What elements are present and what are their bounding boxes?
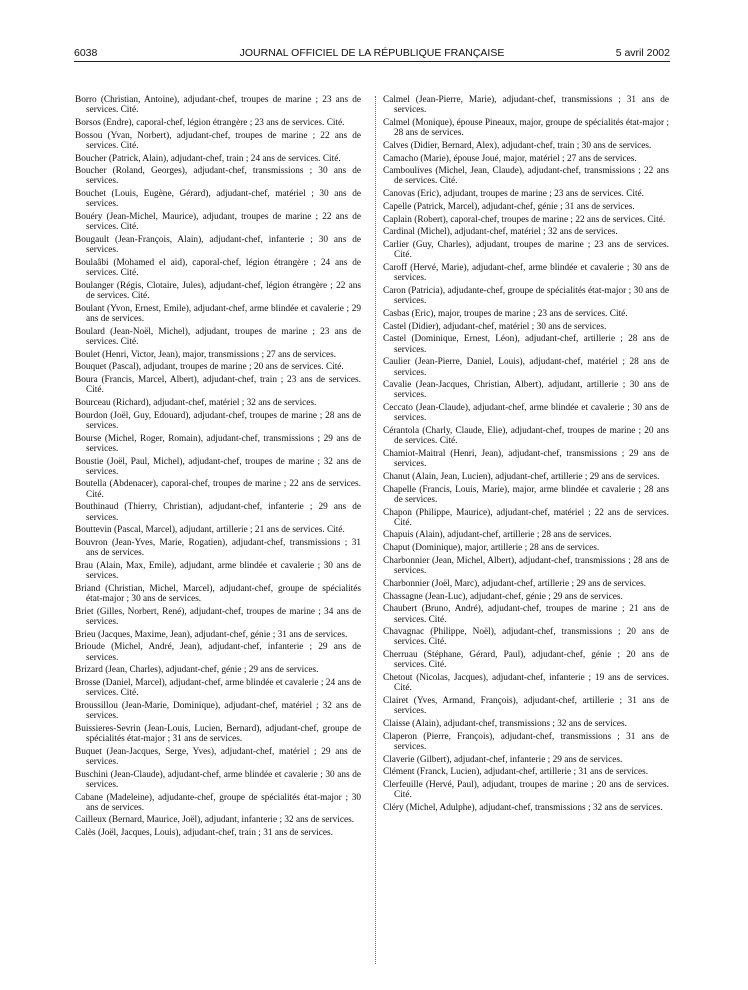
- list-item: Charbonnier (Joël, Marc), adjudant-chef, artillerie ; 29 ans de services.: [383, 578, 647, 589]
- list-item: Bourdon (Joël, Guy, Edouard), adjudant-chef, troupes de marine ; 28 ans de services.: [75, 410, 361, 431]
- right-column: [383, 95, 669, 816]
- list-item: Boucher (Roland, Georges), adjudant-chef, transmissions ; 30 ans de services.: [75, 166, 361, 187]
- list-item: Buschini (Jean-Claude), adjudant-chef, arme blindée et cavalerie ; 30 ans de services.: [75, 769, 361, 790]
- list-item: Bouquet (Pascal), adjudant, troupes de marine ; 20 ans de services. Cité.: [75, 362, 344, 373]
- list-item: Chavagnac (Philippe, Noël), adjudant-chef, transmissions ; 20 ans de services. Cité.: [383, 627, 669, 648]
- list-item: Chapelle (Francis, Louis, Marie), major, arme blindée et cavalerie ; 28 ans de services.: [383, 484, 669, 505]
- list-item: Calès (Joël, Jacques, Louis), adjudant-chef, train ; 31 ans de services.: [75, 828, 333, 839]
- list-item: Cérantola (Charly, Claude, Elie), adjudant-chef, troupes de marine ; 20 ans de services. Cité.: [383, 426, 669, 447]
- list-item: Chaubert (Bruno, André), adjudant-chef, troupes de marine ; 21 ans de services. Cité.: [383, 604, 669, 625]
- publication-date: 5 avril 2002: [615, 47, 670, 59]
- left-column: [75, 95, 361, 841]
- list-item: Caplain (Robert), caporal-chef, troupes de marine ; 22 ans de services. Cité.: [383, 214, 666, 225]
- list-item: Caroff (Hervé, Marie), adjudant-chef, arme blindée et cavalerie ; 30 ans de services.: [383, 263, 669, 284]
- list-item: Calmel (Monique), épouse Pineaux, major, groupe de spécialités état-major ; 28 ans de services.: [383, 117, 669, 139]
- list-item: Buissieres-Sevrin (Jean-Louis, Lucien, Bernard), adjudant-chef, groupe de spécialités état-major ; 31 ans de services.: [75, 723, 361, 744]
- list-item: Broussillou (Jean-Marie, Dominique), adjudant-chef, matériel ; 32 ans de services.: [75, 700, 361, 722]
- list-item: Canovas (Eric), adjudant, troupes de marine ; 23 ans de services. Cité.: [383, 189, 645, 200]
- list-item: Capelle (Patrick, Marcel), adjudant-chef, génie ; 31 ans de services.: [383, 201, 635, 212]
- list-item: Brizard (Jean, Charles), adjudant-chef, génie ; 29 ans de services.: [75, 665, 319, 676]
- list-item: Boulaâbi (Mohamed el aid), caporal-chef, légion étrangère ; 24 ans de services. Cité.: [75, 257, 361, 279]
- list-item: Claisse (Alain), adjudant-chef, transmissions ; 32 ans de services.: [383, 718, 627, 729]
- list-item: Briand (Christian, Michel, Marcel), adjudant-chef, groupe de spécialités état-major ; 30 ans de services.: [75, 583, 361, 604]
- list-item: Caulier (Jean-Pierre, Daniel, Louis), adjudant-chef, matériel ; 28 ans de services.: [383, 357, 669, 378]
- list-item: Chapuis (Alain), adjudant-chef, artillerie ; 28 ans de services.: [383, 530, 612, 541]
- list-item: Bouvron (Jean-Yves, Marie, Rogatien), adjudant-chef, transmissions ; 31 ans de services.: [75, 538, 361, 559]
- list-item: Caron (Patricia), adjudante-chef, groupe de spécialités état-major ; 30 ans de services.: [383, 286, 669, 307]
- list-item: Camboulives (Michel, Jean, Claude), adjudant-chef, transmissions ; 22 ans de services. Cité.: [383, 166, 669, 187]
- list-item: Ceccato (Jean-Claude), adjudant-chef, arme blindée et cavalerie ; 30 ans de services.: [383, 403, 669, 424]
- page-number: 6038: [74, 47, 98, 59]
- list-item: Bouchet (Louis, Eugène, Gérard), adjudant-chef, matériel ; 30 ans de services.: [75, 189, 361, 210]
- list-item: Brieu (Jacques, Maxime, Jean), adjudant-chef, génie ; 31 ans de services.: [75, 629, 348, 640]
- column-separator: [375, 96, 376, 964]
- list-item: Chassagne (Jean-Luc), adjudant-chef, génie ; 29 ans de services.: [383, 591, 623, 602]
- list-item: Clément (Franck, Lucien), adjudant-chef, artillerie ; 31 ans de services.: [383, 767, 649, 778]
- list-item: Boura (Francis, Marcel, Albert), adjudant-chef, train ; 23 ans de services. Cité.: [75, 375, 361, 396]
- list-item: Boulanger (Régis, Clotaire, Jules), adjudant-chef, légion étrangère ; 22 ans de services. Cité.: [75, 280, 361, 301]
- list-item: Briet (Gilles, Norbert, René), adjudant-chef, troupes de marine ; 34 ans de services.: [75, 606, 361, 627]
- list-item: Calmel (Jean-Pierre, Marie), adjudant-chef, transmissions ; 31 ans de services.: [383, 95, 669, 116]
- list-item: Boulet (Henri, Victor, Jean), major, transmissions ; 27 ans de services.: [75, 349, 337, 360]
- list-item: Calves (Didier, Bernard, Alex), adjudant-chef, train ; 30 ans de services.: [383, 140, 652, 151]
- list-item: Charbonnier (Jean, Michel, Albert), adjudant-chef, transmissions ; 28 ans de services.: [383, 555, 669, 577]
- list-item: Clairet (Yves, Armand, François), adjudant-chef, artillerie ; 31 ans de services.: [383, 695, 669, 717]
- list-item: Bossou (Yvan, Norbert), adjudant-chef, troupes de marine ; 22 ans de services. Cité.: [75, 130, 361, 151]
- list-item: Cardinal (Michel), adjudant-chef, matériel ; 32 ans de services.: [383, 227, 618, 238]
- list-item: Claperon (Pierre, François), adjudant-chef, transmissions ; 31 ans de services.: [383, 731, 669, 752]
- list-item: Castel (Dominique, Ernest, Léon), adjudant-chef, artillerie ; 28 ans de services.: [383, 334, 669, 355]
- list-item: Casbas (Eric), major, troupes de marine ; 23 ans de services. Cité.: [383, 308, 628, 319]
- list-item: Borsos (Endre), caporal-chef, légion étrangère ; 23 ans de services. Cité.: [75, 117, 345, 128]
- list-item: Chapon (Philippe, Maurice), adjudant-chef, matériel ; 22 ans de services. Cité.: [383, 507, 669, 528]
- list-item: Borro (Christian, Antoine), adjudant-chef, troupes de marine ; 23 ans de services. Cité.: [75, 95, 361, 116]
- list-item: Cavalie (Jean-Jacques, Christian, Albert), adjudant, artillerie ; 30 ans de services.: [383, 380, 669, 401]
- list-item: Boulard (Jean-Noël, Michel), adjudant, troupes de marine ; 23 ans de services. Cité.: [75, 326, 361, 347]
- list-item: Bouthinaud (Thierry, Christian), adjudant-chef, infanterie ; 29 ans de services.: [75, 502, 361, 523]
- list-item: Claverie (Gilbert), adjudant-chef, infanterie ; 29 ans de services.: [383, 754, 623, 765]
- list-item: Brau (Alain, Max, Emile), adjudant, arme blindée et cavalerie ; 30 ans de services.: [75, 560, 361, 582]
- list-item: Chetout (Nicolas, Jacques), adjudant-chef, infanterie ; 19 ans de services. Cité.: [383, 673, 669, 694]
- journal-title: JOURNAL OFFICIEL DE LA RÉPUBLIQUE FRANÇAISE: [239, 47, 505, 59]
- list-item: Carlier (Guy, Charles), adjudant, troupes de marine ; 23 ans de services. Cité.: [383, 240, 669, 261]
- list-item: Cherruau (Stéphane, Gérard, Paul), adjudant-chef, génie ; 20 ans de services. Cité.: [383, 650, 669, 671]
- list-item: Bouéry (Jean-Michel, Maurice), adjudant, troupes de marine ; 22 ans de services. Cité.: [75, 212, 361, 233]
- list-item: Camacho (Marie), épouse Joué, major, matériel ; 27 ans de services.: [383, 153, 637, 164]
- list-item: Castel (Didier), adjudant-chef, matériel ; 30 ans de services.: [383, 321, 607, 332]
- list-item: Bouttevin (Pascal, Marcel), adjudant, artillerie ; 21 ans de services. Cité.: [75, 525, 345, 536]
- list-item: Buquet (Jean-Jacques, Serge, Yves), adjudant-chef, matériel ; 29 ans de services.: [75, 746, 361, 767]
- list-item: Boustie (Joël, Paul, Michel), adjudant-chef, troupes de marine ; 32 ans de services.: [75, 456, 361, 477]
- list-item: Brosse (Daniel, Marcel), adjudant-chef, arme blindée et cavalerie ; 24 ans de services. Cité.: [75, 678, 361, 699]
- list-item: Bougault (Jean-François, Alain), adjudant-chef, infanterie ; 30 ans de services.: [75, 235, 361, 256]
- list-item: Bourceau (Richard), adjudant-chef, matériel ; 32 ans de services.: [75, 397, 317, 408]
- list-item: Boucher (Patrick, Alain), adjudant-chef, train ; 24 ans de services. Cité.: [75, 153, 341, 164]
- list-item: Boutella (Abdenacer), caporal-chef, troupes de marine ; 22 ans de services. Cité.: [75, 479, 361, 500]
- list-item: Chaput (Dominique), major, artillerie ; 28 ans de services.: [383, 543, 600, 554]
- list-item: Chamiot-Maitral (Henri, Jean), adjudant-chef, transmissions ; 29 ans de services.: [383, 448, 669, 470]
- list-item: Clerfeuille (Hervé, Paul), adjudant, troupes de marine ; 20 ans de services. Cité.: [383, 780, 669, 801]
- list-item: Brioude (Michel, André, Jean), adjudant-chef, infanterie ; 29 ans de services.: [75, 642, 361, 663]
- list-item: Cléry (Michel, Adulphe), adjudant-chef, transmissions ; 32 ans de services.: [383, 802, 663, 813]
- list-item: Chanut (Alain, Jean, Lucien), adjudant-chef, artillerie ; 29 ans de services.: [383, 471, 660, 482]
- list-item: Bourse (Michel, Roger, Romain), adjudant-chef, transmissions ; 29 ans de services.: [75, 433, 361, 454]
- list-item: Cailleux (Bernard, Maurice, Joël), adjudant, infanterie ; 32 ans de services.: [75, 815, 355, 826]
- list-item: Boulant (Yvon, Ernest, Emile), adjudant-chef, arme blindée et cavalerie ; 29 ans de services.: [75, 303, 361, 324]
- header-rule: [74, 61, 670, 62]
- list-item: Cabane (Madeleine), adjudante-chef, groupe de spécialités état-major ; 30 ans de services.: [75, 792, 361, 813]
